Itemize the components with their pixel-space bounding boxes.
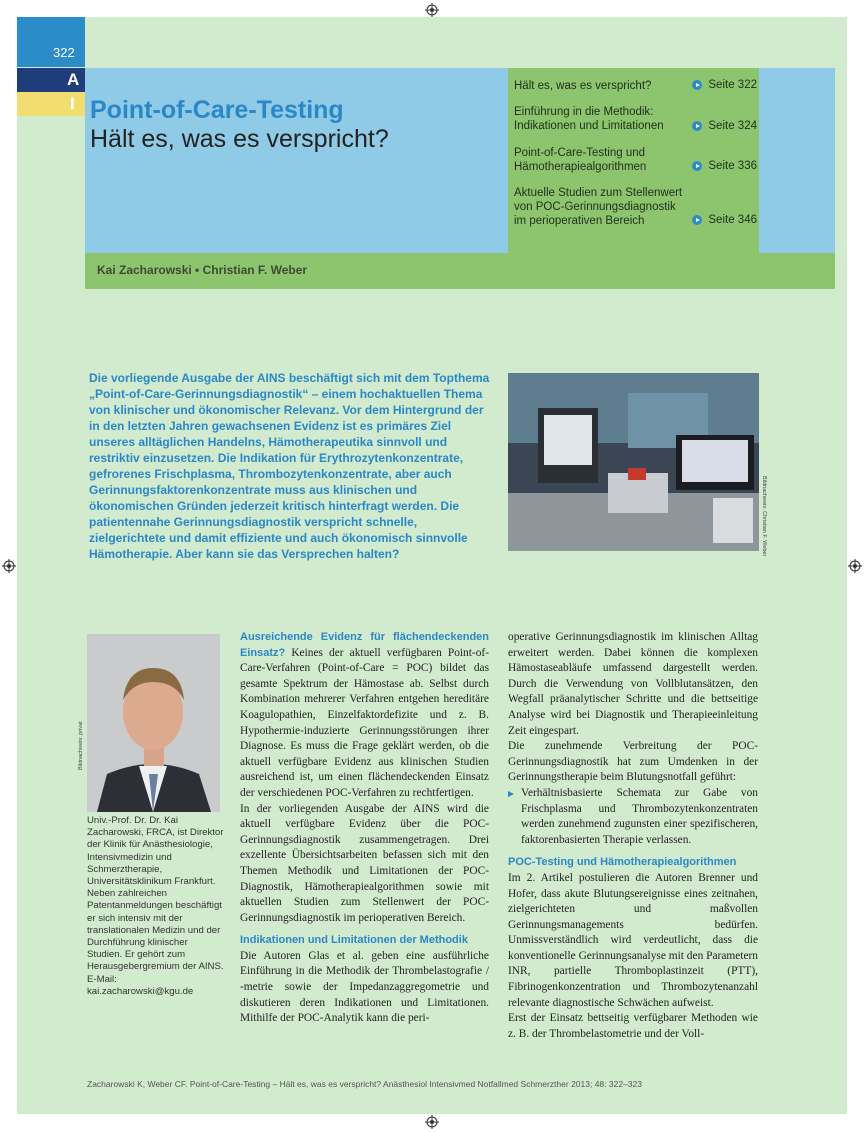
toc-page[interactable]: Seite 346 xyxy=(708,214,757,226)
section-tab-i-label: I xyxy=(70,94,75,113)
arrow-right-icon xyxy=(692,215,702,225)
section-tab-a xyxy=(17,68,85,92)
section-heading: POC-Testing und Hämotherapiealgorithmen xyxy=(508,856,737,869)
author-bio: Univ.-Prof. Dr. Dr. Kai Zacharowski, FRCA, ist Direktor der Klinik für Anästhesiologie, Intensivmedizin und Schmerztherapie, Universitätsklinikum Frankfurt. Neben zahlreichen Patentanmeldungen beschäftigt er sich intensiv mit der translationalen Medizin und der Durchführung klinischer Studien. Er gehört zum Herausgebergremium der AINS. xyxy=(87,815,224,973)
registration-mark-icon xyxy=(848,559,862,573)
table-of-contents xyxy=(508,68,759,253)
poc-devices-photo xyxy=(508,373,759,551)
paragraph: Die zunehmende Verbreitung der POC-Gerinnungsdiagnostik hat zum Umdenken in der Gerinnungstherapie beim Blutungsnotfall geführt: xyxy=(508,740,758,784)
portrait-credit: Bildnachweis: privat xyxy=(78,721,84,770)
bullet-arrow-icon xyxy=(508,791,514,797)
section-tab-i xyxy=(17,92,85,116)
text-column-1 xyxy=(240,630,489,1027)
registration-mark-icon xyxy=(425,1115,439,1129)
citation-footer: Zacharowski K, Weber CF. Point-of-Care-Testing – Hält es, was es verspricht? Anästhesiol Intensivmed Notfallmed Schmerzther 2013; 48: 322–323 xyxy=(87,1079,642,1089)
abstract: Die vorliegende Ausgabe der AINS beschäftigt sich mit dem Topthema „Point-of-Care-Gerinnungsdiagnostik“ – einem hochaktuellen Thema von klinischer und ökonomischer Relevanz. Vor dem Hintergrund der in den letzten Jahren gewachsenen Evidenz ist es primäres Ziel unseres alltäglichen Handelns, Hämotherapeutika sinnvoll und restriktiv einzusetzen. Die Indikation für Erythrozytenkonzentrate, gefrorenes Frischplasma, Thrombozytenkonzentrate, aber auch Gerinnungsfaktorenkonzentrate muss aus klinischen und ökonomischen Gründen jederzeit kritisch hinterfragt werden. Die patientennahe Gerinnungsdiagnostik verspricht schnelle, zielgerichtete und damit effiziente und auch ökonomisch sinnvolle Hämotherapie. Aber kann sie das Versprechen halten? xyxy=(89,371,490,561)
paragraph: Erst der Einsatz bettseitig verfügbarer Methoden wie z. B. der Thrombelastometrie und der Voll- xyxy=(508,1012,758,1040)
toc-item[interactable]: Point-of-Care-Testing und Hämotherapiealgorithmen xyxy=(514,147,647,173)
text-column-2 xyxy=(508,630,758,1042)
toc-page[interactable]: Seite 324 xyxy=(708,120,757,132)
toc-item[interactable]: Hält es, was es verspricht? xyxy=(514,80,652,92)
paragraph: Die Autoren Glas et al. geben eine ausführliche Einführung in die Methodik der Thrombelastografie / -metrie sowie der Impedanzaggregometrie und diskutieren deren Indikationen und Limitationen. Mithilfe der POC-Analytik kann die peri- xyxy=(240,949,489,1025)
arrow-right-icon xyxy=(692,161,702,171)
authors: Kai Zacharowski • Christian F. Weber xyxy=(97,263,308,277)
toc-page[interactable]: Seite 336 xyxy=(708,160,757,172)
paragraph: Im 2. Artikel postulieren die Autoren Brenner und Hofer, dass akute Blutungsereignisse eines zeitnahen, zielgerichteten und maßvollen Gerinnungsmanagements bedürfen. Unmissverständlich wird verdeutlicht, dass die konventionelle Gerinnungsanalyse mit den Parametern INR, partielle Thromboplastinzeit (PTT), Fibrinogenkonzentration und Thrombozytenanzahl relevante diagnostische Schwächen aufweist. xyxy=(508,871,758,1009)
page-title: Point-of-Care-Testing xyxy=(90,96,344,124)
paragraph: In der vorliegenden Ausgabe der AINS wird die aktuell verfügbare Evidenz über die POC-Gerinnungsdiagnostik zusammengetragen. Drei exzellente Übersichtsarbeiten befassen sich mit den Themen Methodik und Limitationen der POC-Diagnostik, Hämotherapiealgorithmen sowie mit aktuellen Studien zum Stellenwert der POC-Gerinnungsdiagnostik im perioperativen Bereich. xyxy=(240,802,489,924)
paragraph: Keines der aktuell verfügbaren Point-of-Care-Verfahren (Point-of-Care = POC) bildet das gesamte Spektrum der Hämostase ab. Selbst durch Kombination mehrerer Verfahren entgehen hereditäre Koagulopathien, Einzelfaktordefizite und z. B. Hypothermie-induzierte Gerinnungsstörungen ihrer Diagnose. Es muss die Frage geklärt werden, ob die aktuell verfügbare Evidenz aus klinischen Studien ausreichend ist, um einen flächendeckenden Einsatz der verschiedenen POC-Verfahren zu rechtfertigen. xyxy=(240,646,489,799)
bullet-item xyxy=(508,786,758,848)
section-heading: Ausreichende Evidenz für flächendeckenden Einsatz? xyxy=(240,631,489,659)
photo-credit: Bildnachweis: Christian F. Weber xyxy=(761,476,767,557)
section-heading: Indikationen und Limitationen der Methodik xyxy=(240,934,468,947)
author-portrait xyxy=(87,634,220,812)
arrow-right-icon xyxy=(692,80,702,90)
paragraph: operative Gerinnungsdiagnostik im klinischen Alltag erweitert werden. Dabei können die komplexen Hämostaseabläufe umfassend dargestellt werden. Durch die Verwendung von Vollblutansätzen, den Wegfall präanalytischer Schritte und die bettseitige Analyse wird bei Diagnostik und Therapieeinleitung Zeit eingespart. xyxy=(508,631,758,737)
toc-page[interactable]: Seite 322 xyxy=(708,79,757,91)
arrow-right-icon xyxy=(692,121,702,131)
section-tab-a-label: A xyxy=(67,70,80,89)
toc-item[interactable]: Einführung in die Methodik: Indikationen und Limitationen xyxy=(514,106,664,132)
toc-item[interactable]: Aktuelle Studien zum Stellenwert von POC-Gerinnungsdiagnostik im perioperativen Bereich xyxy=(514,187,683,227)
registration-mark-icon xyxy=(425,3,439,17)
page-number: 322 xyxy=(53,45,75,60)
page-subtitle: Hält es, was es verspricht? xyxy=(90,125,389,153)
author-caption xyxy=(87,815,224,998)
bullet-text: Verhältnisbasierte Schemata zur Gabe von Frischplasma und Thrombozytenkonzentraten werden zunehmend zugunsten einer spezifischeren, faktorenbasierten Therapie verlassen. xyxy=(521,786,758,846)
authors-bar xyxy=(85,253,835,289)
registration-mark-icon xyxy=(2,559,16,573)
page-number-box xyxy=(17,17,85,67)
author-email[interactable]: E-Mail: kai.zacharowski@kgu.de xyxy=(87,973,194,997)
